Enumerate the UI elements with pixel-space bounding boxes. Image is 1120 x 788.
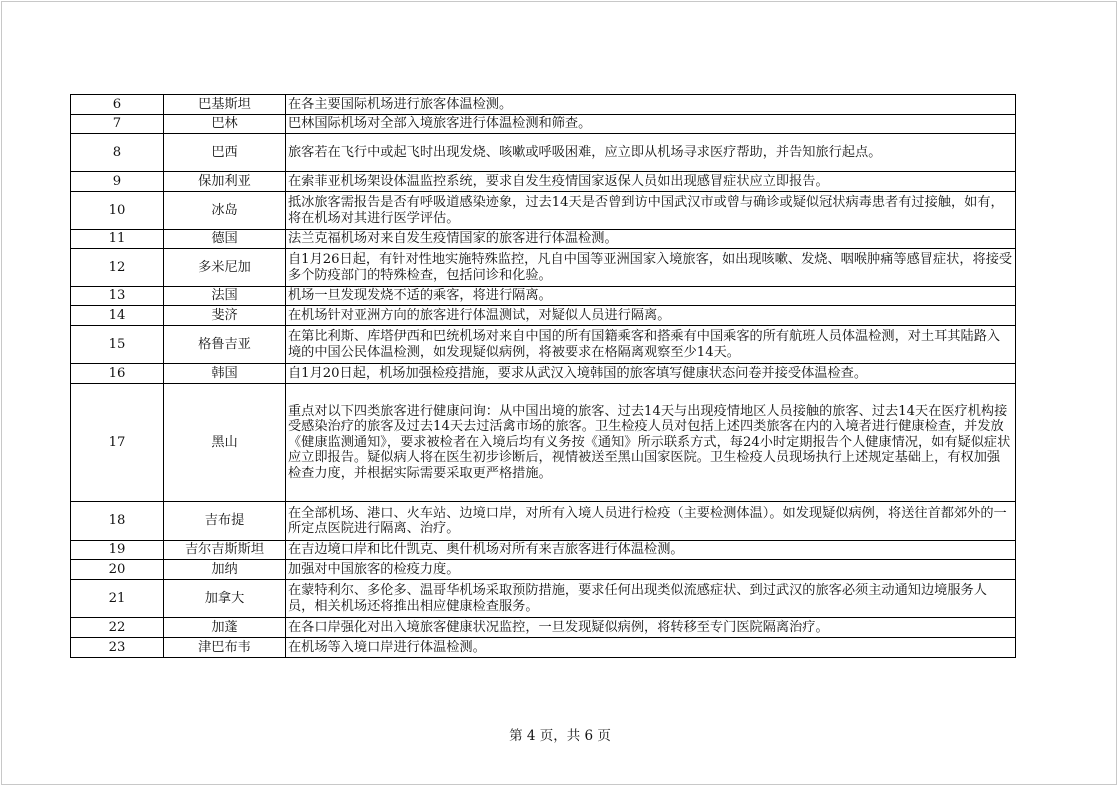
country-name: 巴西 [164, 134, 286, 172]
country-name: 韩国 [164, 364, 286, 384]
row-number: 20 [71, 560, 164, 580]
table-row [71, 192, 1016, 230]
table-row [71, 134, 1016, 172]
row-number: 6 [71, 95, 164, 115]
country-name: 冰岛 [164, 192, 286, 230]
row-number: 16 [71, 364, 164, 384]
measure-text: 在全部机场、港口、火车站、边境口岸，对所有入境人员进行检疫（主要检测体温）。如发现疑似病例，将送往首都郊外的一所定点医院进行隔离、治疗。 [286, 502, 1016, 541]
measure-text: 机场一旦发现发烧不适的乘客，将进行隔离。 [286, 287, 1016, 306]
table-row [71, 502, 1016, 541]
table-row [71, 364, 1016, 384]
country-name: 格鲁吉亚 [164, 326, 286, 364]
measure-text: 在机场针对亚洲方向的旅客进行体温测试，对疑似人员进行隔离。 [286, 306, 1016, 326]
row-number: 10 [71, 192, 164, 230]
row-number: 23 [71, 638, 164, 658]
country-name: 德国 [164, 230, 286, 249]
country-name: 斐济 [164, 306, 286, 326]
table-row [71, 172, 1016, 192]
measure-text: 在蒙特利尔、多伦多、温哥华机场采取预防措施，要求任何出现类似流感症状、到过武汉的旅客必须主动通知边境服务人员，相关机场还将推出相应健康检查服务。 [286, 580, 1016, 618]
row-number: 17 [71, 384, 164, 502]
measure-text: 法兰克福机场对来自发生疫情国家的旅客进行体温检测。 [286, 230, 1016, 249]
table-row [71, 230, 1016, 249]
measure-text: 自1月26日起，有针对性地实施特殊监控，凡自中国等亚洲国家入境旅客，如出现咳嗽、发烧、咽喉肿痛等感冒症状，将接受多个防疫部门的特殊检查，包括问诊和化验。 [286, 249, 1016, 287]
measure-text: 抵冰旅客需报告是否有呼吸道感染迹象，过去14天是否曾到访中国武汉市或曾与确诊或疑似冠状病毒患者有过接触，如有，将在机场对其进行医学评估。 [286, 192, 1016, 230]
table-row [71, 287, 1016, 306]
country-name: 津巴布韦 [164, 638, 286, 658]
measure-text: 在各口岸强化对出入境旅客健康状况监控，一旦发现疑似病例，将转移至专门医院隔离治疗。 [286, 618, 1016, 638]
measure-text: 巴林国际机场对全部入境旅客进行体温检测和筛查。 [286, 115, 1016, 134]
row-number: 9 [71, 172, 164, 192]
measure-text: 在各主要国际机场进行旅客体温检测。 [286, 95, 1016, 115]
row-number: 11 [71, 230, 164, 249]
measure-text: 加强对中国旅客的检疫力度。 [286, 560, 1016, 580]
row-number: 12 [71, 249, 164, 287]
country-name: 吉尔吉斯斯坦 [164, 541, 286, 560]
country-name: 加纳 [164, 560, 286, 580]
measure-text: 在机场等入境口岸进行体温检测。 [286, 638, 1016, 658]
row-number: 8 [71, 134, 164, 172]
country-name: 多米尼加 [164, 249, 286, 287]
country-name: 保加利亚 [164, 172, 286, 192]
measure-text: 旅客若在飞行中或起飞时出现发烧、咳嗽或呼吸困难，应立即从机场寻求医疗帮助，并告知旅行起点。 [286, 134, 1016, 172]
table-row [71, 541, 1016, 560]
table-row [71, 618, 1016, 638]
measure-text: 在第比利斯、库塔伊西和巴统机场对来自中国的所有国籍乘客和搭乘有中国乘客的所有航班人员体温检测，对土耳其陆路入境的中国公民体温检测，如发现疑似病例，将被要求在格隔离观察至少14天。 [286, 326, 1016, 364]
country-name: 巴基斯坦 [164, 95, 286, 115]
row-number: 18 [71, 502, 164, 541]
country-name: 黑山 [164, 384, 286, 502]
table-row [71, 384, 1016, 502]
table-row [71, 560, 1016, 580]
row-number: 21 [71, 580, 164, 618]
country-name: 加蓬 [164, 618, 286, 638]
table-row [71, 580, 1016, 618]
row-number: 13 [71, 287, 164, 306]
page-number-footer: 第 4 页，共 6 页 [509, 728, 611, 744]
row-number: 22 [71, 618, 164, 638]
country-name: 巴林 [164, 115, 286, 134]
row-number: 15 [71, 326, 164, 364]
table-row [71, 249, 1016, 287]
measure-text: 重点对以下四类旅客进行健康问询：从中国出境的旅客、过去14天与出现疫情地区人员接触的旅客、过去14天在医疗机构接受感染治疗的旅客及过去14天去过活禽市场的旅客。卫生检疫人员对包括上述四类旅客在内的入境者进行健康检查，并发放《健康监测通知》，要求被检者在入境后均有义务按《通知》所示联系方式，每24小时定期报告个人健康情况，如有疑似症状应立即报告。疑似病人将在医生初步诊断后，视情被送至黑山国家医院。卫生检疫人员现场执行上述规定基础上，有权加强检查力度，并根据实际需要采取更严格措施。 [286, 384, 1016, 502]
table-row [71, 115, 1016, 134]
measure-text: 在吉边境口岸和比什凯克、奥什机场对所有来吉旅客进行体温检测。 [286, 541, 1016, 560]
table-body [71, 95, 1016, 658]
country-name: 法国 [164, 287, 286, 306]
table-row [71, 638, 1016, 658]
country-measures-table [70, 94, 1016, 658]
table-row [71, 306, 1016, 326]
measure-text: 在索菲亚机场架设体温监控系统，要求自发生疫情国家返保人员如出现感冒症状应立即报告。 [286, 172, 1016, 192]
row-number: 7 [71, 115, 164, 134]
measure-text: 自1月20日起，机场加强检疫措施，要求从武汉入境韩国的旅客填写健康状态问卷并接受体温检查。 [286, 364, 1016, 384]
country-name: 吉布提 [164, 502, 286, 541]
row-number: 19 [71, 541, 164, 560]
table-row [71, 326, 1016, 364]
country-name: 加拿大 [164, 580, 286, 618]
table-row [71, 95, 1016, 115]
row-number: 14 [71, 306, 164, 326]
